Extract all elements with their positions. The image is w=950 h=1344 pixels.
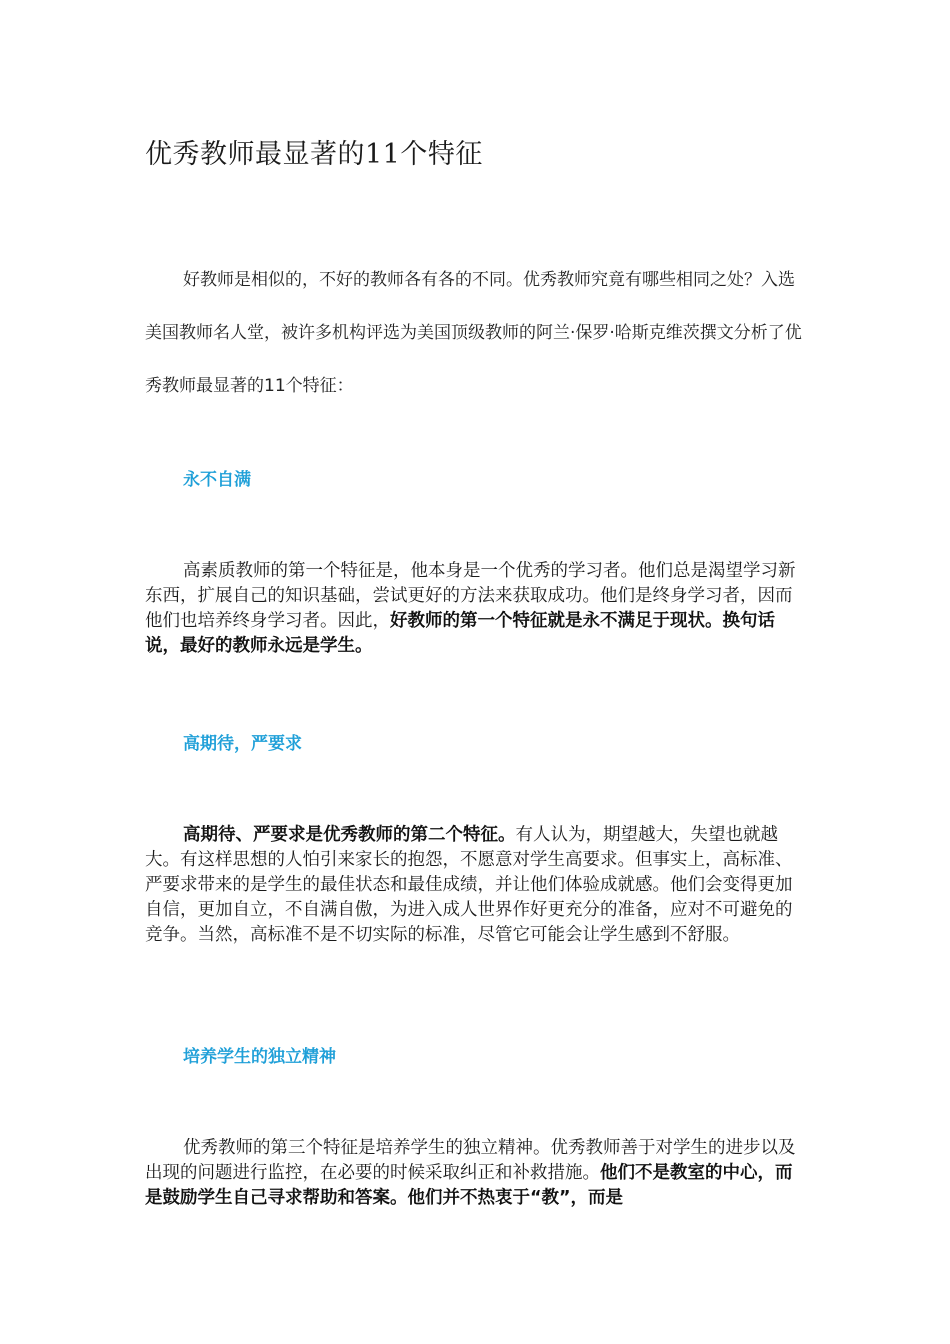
section-1-text: 高素质教师的第一个特征是，他本身是一个优秀的学习者。他们总是渴望学习新东西，扩展自己的知识基础，尝试更好的方法来获取成功。他们是终身学习者，因而他们也培养终身学习者。因此， — [145, 561, 796, 631]
section-2-bold: 高期待、严要求是优秀教师的第二个特征。 — [183, 825, 516, 845]
section-heading-3: 培养学生的独立精神 — [183, 1047, 336, 1067]
document-title: 优秀教师最显著的11个特征 — [145, 139, 483, 170]
section-2-text: 有人认为，期望越大，失望也就越大。有这样思想的人怕引来家长的抱怨，不愿意对学生高要求。但事实上，高标准、严要求带来的是学生的最佳状态和最佳成绩，并让他们体验成就感。他们会变得更加自信，更加自立，不自满自傲，为进入成人世界作好更充分的准备，应对不可避免的竞争。当然，高标准不是不切实际的标准，尽管它可能会让学生感到不舒服。 — [145, 825, 793, 945]
section-1-bold: 好教师的第一个特征就是永不满足于现状。换句话说，最好的教师永远是学生。 — [145, 611, 775, 656]
intro-paragraph: 好教师是相似的，不好的教师各有各的不同。优秀教师究竟有哪些相同之处？入选美国教师名人堂，被许多机构评选为美国顶级教师的阿兰·保罗·哈斯克维茨撰文分析了优秀教师最显著的11个特征： — [145, 270, 802, 396]
section-3-text: 优秀教师的第三个特征是培养学生的独立精神。优秀教师善于对学生的进步以及出现的问题进行监控，在必要的时候采取纠正和补救措施。 — [145, 1138, 796, 1183]
section-heading-2: 高期待，严要求 — [183, 734, 302, 754]
section-3-bold: 他们不是教室的中心，而是鼓励学生自己寻求帮助和答案。他们并不热衷于“教”，而是 — [145, 1163, 793, 1208]
section-heading-1: 永不自满 — [183, 470, 251, 490]
section-paragraph-2 — [145, 823, 805, 948]
section-paragraph-3 — [145, 1136, 805, 1211]
section-paragraph-1 — [145, 559, 805, 659]
